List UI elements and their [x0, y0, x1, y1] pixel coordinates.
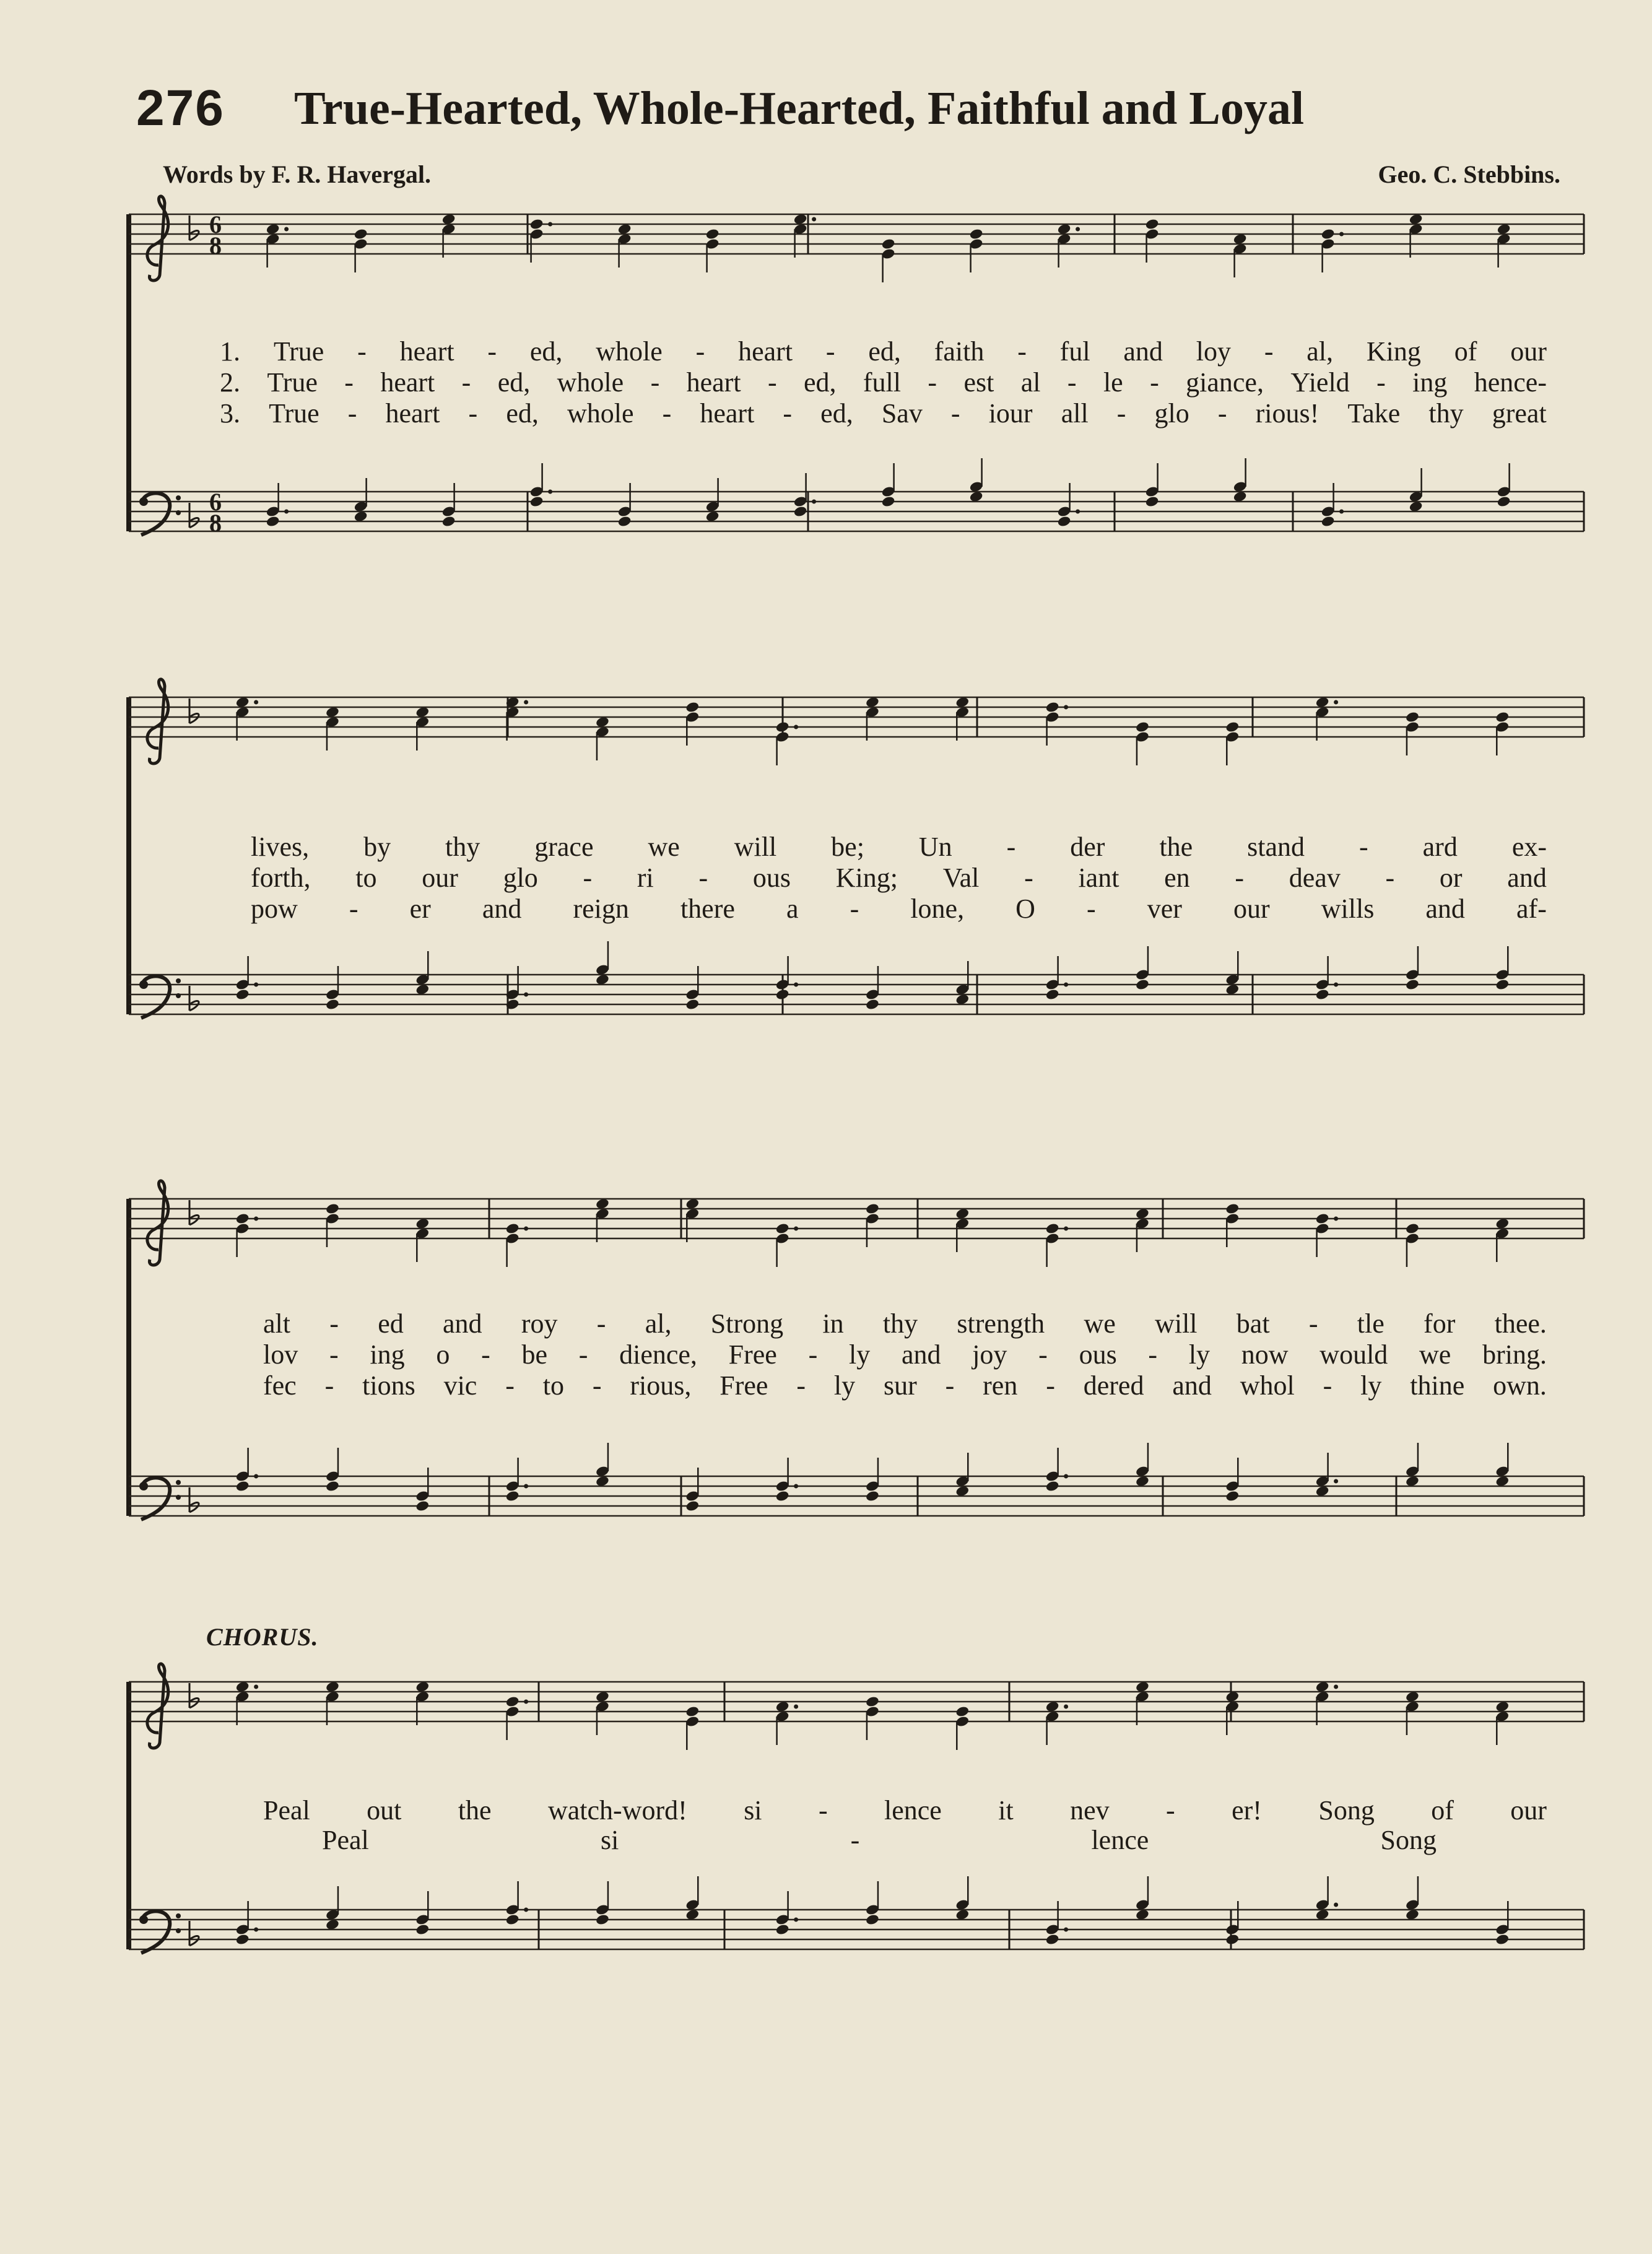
lyric-syllable: tions — [362, 1370, 415, 1401]
lyric-syllable: - — [783, 398, 793, 429]
lyric-syllable: and — [1425, 894, 1465, 924]
lyric-syllable: it — [998, 1795, 1014, 1825]
lyric-syllable: - — [698, 863, 708, 893]
lyric-syllable: joy — [972, 1339, 1007, 1370]
lyric-syllable: si — [744, 1795, 762, 1825]
lyric-line — [251, 893, 1547, 925]
lyric-syllable: Free — [728, 1339, 777, 1370]
lyric-syllable: our — [422, 863, 458, 893]
lyric-syllable: and — [901, 1339, 941, 1370]
lyric-syllable: watch-word! — [547, 1795, 687, 1825]
treble-staff — [129, 1664, 1584, 1748]
lyric-line — [251, 862, 1547, 894]
lyric-syllable: of — [1431, 1795, 1454, 1825]
lyric-syllable: - — [1217, 398, 1227, 429]
lyric-syllable: full — [863, 367, 902, 398]
lyric-syllable: deav — [1289, 863, 1341, 893]
lyric-syllable: - — [468, 398, 478, 429]
lyric-syllable: hence- — [1474, 367, 1547, 398]
note-group — [235, 941, 1510, 1011]
lyric-syllable: Sav — [881, 398, 923, 429]
lyric-syllable: sur — [883, 1370, 917, 1401]
lyric-syllable: - — [1264, 336, 1274, 367]
lyric-syllable: and — [1123, 336, 1163, 367]
lyric-syllable: giance, — [1186, 367, 1264, 398]
lyric-syllable: we — [1084, 1308, 1116, 1339]
lyric-syllable: glo — [503, 863, 538, 893]
bass-staff — [129, 1476, 1584, 1520]
hymn-title: True-Hearted, Whole-Hearted, Faithful and Loyal — [294, 82, 1305, 134]
lyric-syllable: out — [367, 1795, 402, 1825]
lyric-line — [263, 1370, 1547, 1401]
treble-clef-icon — [147, 1181, 168, 1265]
lyric-syllable: - — [767, 367, 777, 398]
lyric-syllable: ly — [1360, 1370, 1382, 1401]
lyric-syllable: - — [357, 336, 367, 367]
flat-sign-icon — [189, 1921, 199, 1946]
treble-clef-icon — [147, 679, 168, 764]
music-system-chorus — [0, 1660, 1652, 1994]
lyric-syllable: to — [355, 863, 377, 893]
lyric-line — [263, 1339, 1547, 1370]
lyric-syllable: reign — [573, 894, 629, 924]
lyric-syllable: will — [1155, 1308, 1198, 1339]
lyric-syllable: - — [596, 1308, 606, 1339]
lyric-syllable: est — [963, 367, 994, 398]
lyric-syllable: - — [950, 398, 960, 429]
bass-clef-icon — [139, 976, 181, 1018]
flat-sign-icon — [189, 215, 199, 240]
lyric-syllable: grace — [534, 832, 594, 862]
lyric-syllable: - — [695, 336, 705, 367]
lyric-syllable: - — [1148, 1339, 1158, 1370]
lyric-syllable: ed, — [529, 336, 563, 367]
lyric-syllable: strength — [957, 1308, 1045, 1339]
lyric-syllable: ver — [1147, 894, 1182, 924]
lyric-syllable: rious! — [1255, 398, 1319, 429]
lyric-syllable: o — [436, 1339, 450, 1370]
lyric-syllable: si — [600, 1825, 619, 1855]
lyric-syllable: the — [1159, 832, 1193, 862]
lyric-syllable: - — [329, 1339, 339, 1370]
lyric-syllable: roy — [521, 1308, 558, 1339]
lyric-syllable: 2. — [220, 367, 240, 398]
lyric-syllable: would — [1319, 1339, 1388, 1370]
lyric-syllable: lone, — [910, 894, 965, 924]
lyric-syllable: ri — [637, 863, 654, 893]
lyric-syllable: Strong — [710, 1308, 784, 1339]
lyric-syllable: be; — [831, 832, 864, 862]
lyric-syllable: - — [324, 1370, 334, 1401]
lyric-syllable: whol — [1240, 1370, 1295, 1401]
lyric-syllable: loy — [1196, 336, 1231, 367]
lyric-syllable: lov — [263, 1339, 298, 1370]
flat-sign-icon — [189, 503, 199, 528]
lyric-syllable: ly — [848, 1339, 871, 1370]
lyric-syllable: thy — [882, 1308, 918, 1339]
lyric-syllable: will — [734, 832, 777, 862]
lyric-syllable: True — [267, 367, 318, 398]
lyric-syllable: - — [808, 1339, 818, 1370]
lyric-syllable: Song — [1318, 1795, 1375, 1825]
lyric-syllable: - — [578, 1339, 588, 1370]
lyric-syllable: King — [1366, 336, 1421, 367]
bass-clef-icon — [139, 1911, 181, 1953]
lyric-syllable: alt — [263, 1308, 290, 1339]
lyric-syllable: le — [1103, 367, 1123, 398]
flat-sign-icon — [189, 1683, 199, 1708]
note-group — [235, 1443, 1510, 1512]
chorus-label: CHORUS. — [206, 1623, 319, 1651]
lyric-syllable: ed, — [803, 367, 837, 398]
lyric-syllable: 3. — [220, 398, 240, 429]
lyric-syllable: - — [329, 1308, 339, 1339]
lyric-syllable: - — [1150, 367, 1159, 398]
lyric-syllable: - — [1116, 398, 1126, 429]
lyric-syllable: nev — [1070, 1795, 1110, 1825]
lyric-syllable: iant — [1078, 863, 1119, 893]
lyric-syllable: - — [1087, 894, 1096, 924]
lyric-syllable: own. — [1493, 1370, 1547, 1401]
lyric-syllable: lence — [884, 1795, 942, 1825]
flat-sign-icon — [189, 1200, 199, 1225]
lyric-syllable: ed, — [497, 367, 531, 398]
lyric-syllable: ed, — [506, 398, 539, 429]
lyric-syllable: the — [458, 1795, 492, 1825]
lyric-syllable: dience, — [619, 1339, 697, 1370]
lyric-syllable: thine — [1410, 1370, 1465, 1401]
lyric-syllable: en — [1164, 863, 1190, 893]
lyric-syllable: of — [1454, 336, 1477, 367]
lyric-syllable: thee. — [1494, 1308, 1547, 1339]
treble-staff — [129, 679, 1584, 764]
lyric-syllable: - — [825, 336, 835, 367]
treble-staff — [129, 196, 1584, 281]
lyric-line — [263, 1795, 1547, 1826]
lyric-syllable: - — [592, 1370, 602, 1401]
lyric-syllable: - — [650, 367, 660, 398]
time-signature-bottom: 8 — [209, 509, 222, 537]
lyric-syllable: ed — [378, 1308, 404, 1339]
time-signature-bottom: 8 — [209, 232, 222, 259]
lyric-syllable: ous — [1079, 1339, 1117, 1370]
lyric-syllable: ful — [1059, 336, 1090, 367]
lyric-syllable: and — [443, 1308, 482, 1339]
lyric-syllable: there — [680, 894, 735, 924]
lyric-syllable: all — [1061, 398, 1089, 429]
lyric-syllable: - — [1024, 863, 1033, 893]
lyric-syllable: Peal — [322, 1825, 369, 1855]
lyric-syllable: ing — [1412, 367, 1448, 398]
lyric-syllable: now — [1241, 1339, 1289, 1370]
lyric-line — [322, 1824, 1437, 1856]
lyric-syllable: wills — [1321, 894, 1375, 924]
bass-clef-icon — [139, 1477, 181, 1520]
lyric-syllable: Yield — [1290, 367, 1350, 398]
lyric-syllable: - — [1308, 1308, 1318, 1339]
lyric-syllable: vic — [443, 1370, 477, 1401]
lyric-syllable: - — [583, 863, 593, 893]
lyric-syllable: tle — [1357, 1308, 1385, 1339]
lyric-syllable: - — [347, 398, 357, 429]
lyric-syllable: - — [850, 894, 859, 924]
lyric-syllable: - — [349, 894, 359, 924]
lyric-syllable: ly — [1188, 1339, 1211, 1370]
lyric-syllable: 1. — [220, 336, 240, 367]
music-system-3 — [0, 1177, 1652, 1560]
lyric-syllable: - — [1359, 832, 1368, 862]
lyric-syllable: and — [482, 894, 522, 924]
flat-sign-icon — [189, 1487, 199, 1512]
treble-clef-icon — [147, 1664, 168, 1748]
lyric-syllable: bring. — [1482, 1339, 1547, 1370]
note-group — [266, 458, 1511, 528]
lyric-syllable: Song — [1380, 1825, 1437, 1855]
flat-sign-icon — [189, 698, 199, 723]
lyric-syllable: be — [521, 1339, 547, 1370]
lyric-syllable: heart — [700, 398, 755, 429]
lyric-syllable: to — [542, 1370, 564, 1401]
lyric-syllable: thy — [445, 832, 480, 862]
note-group — [235, 1876, 1510, 1946]
lyric-syllable: - — [344, 367, 354, 398]
lyric-syllable: rious, — [630, 1370, 692, 1401]
lyric-syllable: faith — [934, 336, 985, 367]
lyric-syllable: ly — [833, 1370, 856, 1401]
lyric-syllable: we — [648, 832, 680, 862]
lyric-syllable: fec — [263, 1370, 297, 1401]
lyric-syllable: for — [1424, 1308, 1456, 1339]
lyric-syllable: - — [481, 1339, 490, 1370]
lyric-syllable: heart — [738, 336, 793, 367]
hymn-number: 276 — [136, 80, 225, 136]
lyric-syllable: ed, — [868, 336, 901, 367]
lyric-syllable: and — [1507, 863, 1547, 893]
lyric-syllable: - — [1006, 832, 1016, 862]
treble-clef-icon — [147, 196, 168, 281]
lyric-syllable: True — [269, 398, 320, 429]
lyric-syllable: - — [1376, 367, 1386, 398]
lyric-syllable: er! — [1232, 1795, 1262, 1825]
lyric-syllable: great — [1492, 398, 1547, 429]
words-credit: Words by F. R. Havergal. — [163, 160, 431, 188]
lyric-syllable: - — [1046, 1370, 1055, 1401]
lyric-syllable: er — [409, 894, 431, 924]
lyric-syllable: - — [1323, 1370, 1332, 1401]
lyric-syllable: bat — [1236, 1308, 1270, 1339]
music-credit: Geo. C. Stebbins. — [1378, 160, 1560, 188]
lyric-syllable: or — [1439, 863, 1463, 893]
lyric-syllable: O — [1015, 894, 1035, 924]
lyric-syllable: True — [273, 336, 324, 367]
lyric-syllable: thy — [1428, 398, 1464, 429]
bass-staff — [129, 975, 1584, 1018]
lyric-syllable: forth, — [251, 863, 311, 893]
lyric-syllable: by — [363, 832, 391, 862]
lyric-syllable: - — [487, 336, 497, 367]
lyric-syllable: and — [1172, 1370, 1212, 1401]
lyric-syllable: lence — [1091, 1825, 1149, 1855]
lyric-syllable: - — [662, 398, 672, 429]
lyric-syllable: Take — [1347, 398, 1401, 429]
lyric-line — [263, 1308, 1547, 1339]
time-signature-top: 6 — [209, 211, 222, 238]
lyric-syllable: der — [1070, 832, 1105, 862]
lyric-syllable: heart — [385, 398, 440, 429]
lyric-syllable: ous — [752, 863, 791, 893]
lyric-syllable: our — [1510, 1795, 1547, 1825]
lyric-syllable: - — [1166, 1795, 1175, 1825]
lyric-syllable: our — [1233, 894, 1270, 924]
lyric-syllable: iour — [988, 398, 1033, 429]
lyric-syllable: Un — [918, 832, 952, 862]
lyric-line — [220, 398, 1547, 429]
bass-clef-icon — [139, 493, 181, 535]
lyric-syllable: - — [818, 1795, 828, 1825]
lyric-syllable: heart — [399, 336, 454, 367]
lyric-syllable: - — [505, 1370, 515, 1401]
lyric-syllable: - — [945, 1370, 955, 1401]
flat-sign-icon — [189, 986, 199, 1011]
lyric-syllable: Peal — [263, 1795, 310, 1825]
lyric-syllable: whole — [557, 367, 624, 398]
lyric-syllable: af- — [1516, 894, 1547, 924]
music-system-1 — [0, 192, 1652, 576]
lyric-syllable: - — [1235, 863, 1245, 893]
time-signature-top: 6 — [209, 488, 222, 516]
lyric-syllable: ex- — [1511, 832, 1547, 862]
lyric-syllable: heart — [380, 367, 435, 398]
music-system-2 — [0, 675, 1652, 1059]
lyric-syllable: Val — [942, 863, 980, 893]
bass-staff — [129, 1910, 1584, 1953]
lyric-line — [220, 367, 1547, 398]
lyric-syllable: Free — [719, 1370, 768, 1401]
lyric-syllable: stand — [1247, 832, 1305, 862]
lyric-syllable: - — [461, 367, 471, 398]
lyric-syllable: heart — [686, 367, 741, 398]
lyric-syllable: - — [928, 367, 937, 398]
lyric-syllable: a — [786, 894, 799, 924]
lyric-syllable: al, — [1306, 336, 1334, 367]
lyric-syllable: King; — [835, 863, 898, 893]
lyric-syllable: - — [1038, 1339, 1048, 1370]
lyric-syllable: whole — [596, 336, 663, 367]
lyric-syllable: lives, — [251, 832, 310, 862]
lyric-syllable: al — [1020, 367, 1041, 398]
lyric-syllable: we — [1419, 1339, 1451, 1370]
lyric-syllable: ing — [370, 1339, 405, 1370]
lyric-line — [251, 831, 1547, 863]
lyric-syllable: dered — [1083, 1370, 1144, 1401]
lyric-syllable: ard — [1422, 832, 1458, 862]
bass-staff — [129, 488, 1584, 537]
lyric-syllable: pow — [251, 894, 298, 924]
lyric-syllable: ren — [983, 1370, 1018, 1401]
hymn-header — [136, 79, 1560, 147]
lyric-line — [220, 336, 1547, 367]
lyric-syllable: in — [822, 1308, 844, 1339]
lyric-syllable: al, — [645, 1308, 672, 1339]
treble-staff — [129, 1181, 1584, 1265]
lyric-syllable: our — [1510, 336, 1547, 367]
lyric-syllable: glo — [1154, 398, 1189, 429]
lyric-syllable: - — [1017, 336, 1027, 367]
lyric-syllable: - — [1385, 863, 1395, 893]
lyric-syllable: - — [850, 1825, 860, 1855]
lyric-syllable: whole — [567, 398, 634, 429]
lyric-syllable: - — [796, 1370, 806, 1401]
lyric-syllable: ed, — [820, 398, 853, 429]
lyric-syllable: - — [1067, 367, 1077, 398]
